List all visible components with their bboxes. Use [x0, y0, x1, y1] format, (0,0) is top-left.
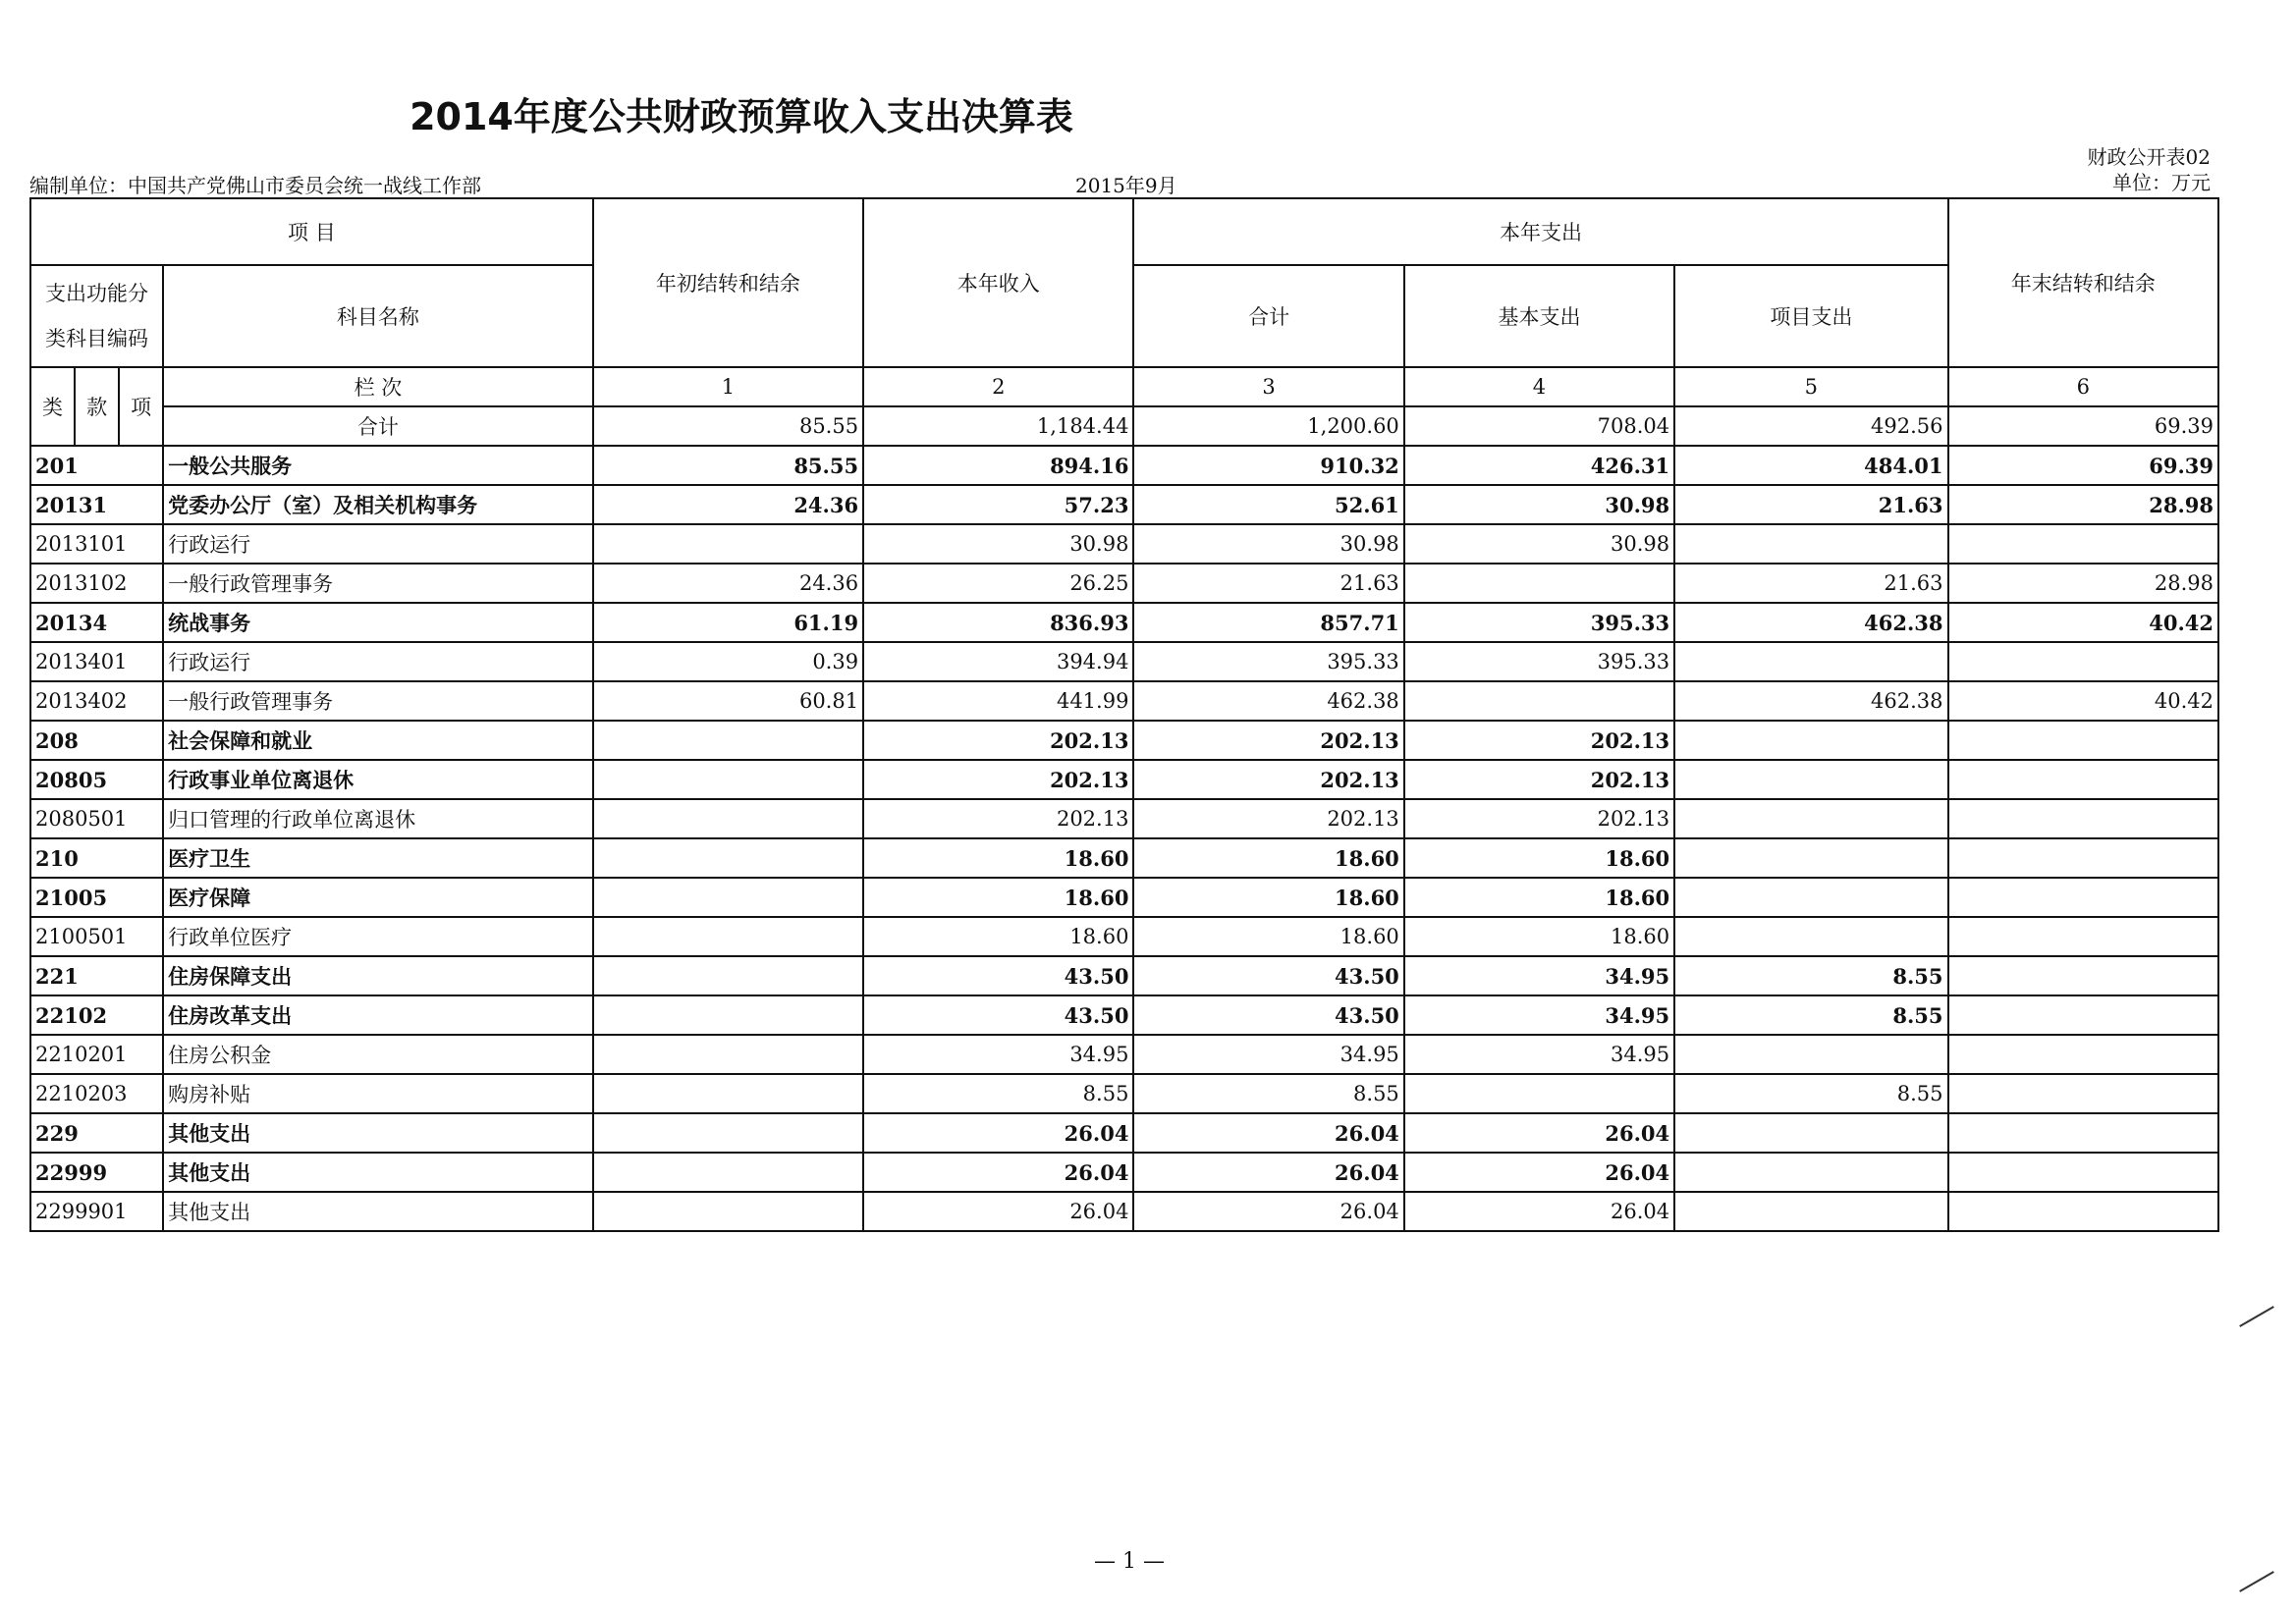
budget-table [29, 197, 2219, 1232]
row-exp-basic: 202.13 [1404, 721, 1674, 760]
row-exp-total: 26.04 [1133, 1192, 1403, 1231]
row-exp-total: 910.32 [1133, 446, 1403, 485]
row-subject-name: 行政运行 [163, 524, 593, 564]
row-code: 2210201 [30, 1035, 163, 1074]
row-opening-balance: 61.19 [593, 603, 863, 642]
row-exp-basic: 34.95 [1404, 956, 1674, 995]
row-closing-balance [1948, 642, 2218, 681]
row-opening-balance [593, 1113, 863, 1153]
row-code: 2013102 [30, 564, 163, 603]
row-exp-project [1674, 1113, 1947, 1153]
total-row [30, 406, 2218, 446]
row-exp-basic: 26.04 [1404, 1153, 1674, 1192]
row-code: 22999 [30, 1153, 163, 1192]
row-code: 2013402 [30, 681, 163, 721]
row-exp-basic: 30.98 [1404, 524, 1674, 564]
row-exp-total: 202.13 [1133, 799, 1403, 838]
row-closing-balance [1948, 878, 2218, 917]
row-subject-name: 住房公积金 [163, 1035, 593, 1074]
row-closing-balance: 40.42 [1948, 681, 2218, 721]
row-closing-balance [1948, 721, 2218, 760]
row-income: 202.13 [863, 760, 1133, 799]
row-exp-project [1674, 642, 1947, 681]
table-row [30, 721, 2218, 760]
row-exp-total: 43.50 [1133, 956, 1403, 995]
row-opening-balance [593, 721, 863, 760]
table-row [30, 1074, 2218, 1113]
row-opening-balance: 24.36 [593, 485, 863, 524]
row-exp-total: 202.13 [1133, 760, 1403, 799]
total-opening-balance: 85.55 [593, 406, 863, 446]
col-number-4: 4 [1404, 367, 1674, 406]
table-row [30, 564, 2218, 603]
row-exp-project [1674, 721, 1947, 760]
table-row [30, 1113, 2218, 1153]
row-code: 2299901 [30, 1192, 163, 1231]
row-exp-total: 21.63 [1133, 564, 1403, 603]
row-closing-balance [1948, 1113, 2218, 1153]
row-exp-project [1674, 524, 1947, 564]
row-exp-basic: 395.33 [1404, 642, 1674, 681]
row-code: 201 [30, 446, 163, 485]
row-exp-basic [1404, 1074, 1674, 1113]
row-exp-project [1674, 760, 1947, 799]
row-code: 2100501 [30, 917, 163, 956]
row-exp-project: 21.63 [1674, 564, 1947, 603]
row-exp-basic: 18.60 [1404, 878, 1674, 917]
column-index-row [30, 367, 2218, 406]
row-income: 43.50 [863, 956, 1133, 995]
row-subject-name: 行政单位医疗 [163, 917, 593, 956]
row-subject-name: 其他支出 [163, 1113, 593, 1153]
row-code: 21005 [30, 878, 163, 917]
row-subject-name: 医疗卫生 [163, 838, 593, 878]
row-opening-balance [593, 995, 863, 1035]
header-exp-project: 项目支出 [1674, 265, 1947, 367]
row-closing-balance [1948, 917, 2218, 956]
header-opening-balance: 年初结转和结余 [593, 198, 863, 367]
row-exp-project: 21.63 [1674, 485, 1947, 524]
row-exp-project: 8.55 [1674, 995, 1947, 1035]
row-exp-basic [1404, 681, 1674, 721]
col-number-1: 1 [593, 367, 863, 406]
table-row [30, 1035, 2218, 1074]
row-exp-basic: 395.33 [1404, 603, 1674, 642]
total-exp-basic: 708.04 [1404, 406, 1674, 446]
currency-unit: 单位：万元 [2112, 171, 2211, 194]
row-exp-total: 18.60 [1133, 878, 1403, 917]
row-subject-name: 党委办公厅（室）及相关机构事务 [163, 485, 593, 524]
row-exp-project [1674, 1192, 1947, 1231]
row-exp-total: 43.50 [1133, 995, 1403, 1035]
table-row [30, 760, 2218, 799]
row-exp-project [1674, 1153, 1947, 1192]
table-row [30, 524, 2218, 564]
total-exp-total: 1,200.60 [1133, 406, 1403, 446]
row-code: 20131 [30, 485, 163, 524]
row-exp-total: 857.71 [1133, 603, 1403, 642]
row-income: 26.04 [863, 1192, 1133, 1231]
row-exp-total: 52.61 [1133, 485, 1403, 524]
row-exp-total: 34.95 [1133, 1035, 1403, 1074]
col-number-5: 5 [1674, 367, 1947, 406]
row-subject-name: 一般公共服务 [163, 446, 593, 485]
row-code: 2013101 [30, 524, 163, 564]
row-income: 34.95 [863, 1035, 1133, 1074]
row-subject-name: 统战事务 [163, 603, 593, 642]
row-closing-balance [1948, 838, 2218, 878]
table-row [30, 1192, 2218, 1231]
row-opening-balance [593, 799, 863, 838]
row-exp-basic: 18.60 [1404, 917, 1674, 956]
row-subject-name: 住房保障支出 [163, 956, 593, 995]
row-exp-basic: 426.31 [1404, 446, 1674, 485]
row-exp-project [1674, 838, 1947, 878]
row-subject-name: 住房改革支出 [163, 995, 593, 1035]
row-exp-basic [1404, 564, 1674, 603]
row-closing-balance: 69.39 [1948, 446, 2218, 485]
row-exp-basic: 26.04 [1404, 1113, 1674, 1153]
row-exp-total: 202.13 [1133, 721, 1403, 760]
row-exp-project: 484.01 [1674, 446, 1947, 485]
row-exp-project [1674, 799, 1947, 838]
header-kuan: 款 [75, 367, 119, 446]
row-income: 202.13 [863, 721, 1133, 760]
row-income: 8.55 [863, 1074, 1133, 1113]
row-subject-name: 医疗保障 [163, 878, 593, 917]
page-title: 2014年度公共财政预算收入支出决算表 [410, 95, 1073, 138]
row-income: 57.23 [863, 485, 1133, 524]
row-opening-balance: 24.36 [593, 564, 863, 603]
header-xiang: 项 [119, 367, 163, 446]
header-exp-total: 合计 [1133, 265, 1403, 367]
row-closing-balance [1948, 956, 2218, 995]
scan-mark [2239, 1306, 2274, 1327]
table-row [30, 485, 2218, 524]
row-opening-balance [593, 1074, 863, 1113]
col-number-6: 6 [1948, 367, 2218, 406]
row-exp-total: 18.60 [1133, 838, 1403, 878]
row-exp-total: 462.38 [1133, 681, 1403, 721]
row-subject-name: 行政运行 [163, 642, 593, 681]
row-opening-balance [593, 1153, 863, 1192]
header-col-index: 栏 次 [163, 367, 593, 406]
row-exp-basic: 18.60 [1404, 838, 1674, 878]
row-exp-basic: 202.13 [1404, 760, 1674, 799]
row-exp-basic: 30.98 [1404, 485, 1674, 524]
row-opening-balance [593, 917, 863, 956]
row-income: 836.93 [863, 603, 1133, 642]
row-code: 20805 [30, 760, 163, 799]
row-income: 18.60 [863, 878, 1133, 917]
row-exp-project: 8.55 [1674, 956, 1947, 995]
table-row [30, 838, 2218, 878]
row-subject-name: 其他支出 [163, 1153, 593, 1192]
scan-mark [2239, 1571, 2274, 1592]
row-income: 26.04 [863, 1153, 1133, 1192]
row-closing-balance [1948, 760, 2218, 799]
header-closing-balance: 年末结转和结余 [1948, 198, 2218, 367]
row-code: 2080501 [30, 799, 163, 838]
row-exp-basic: 26.04 [1404, 1192, 1674, 1231]
row-income: 18.60 [863, 917, 1133, 956]
row-closing-balance [1948, 1074, 2218, 1113]
row-subject-name: 一般行政管理事务 [163, 681, 593, 721]
table-row [30, 446, 2218, 485]
row-exp-total: 30.98 [1133, 524, 1403, 564]
row-code: 2210203 [30, 1074, 163, 1113]
row-closing-balance: 28.98 [1948, 485, 2218, 524]
row-exp-project [1674, 1035, 1947, 1074]
row-opening-balance: 0.39 [593, 642, 863, 681]
row-subject-name: 归口管理的行政单位离退休 [163, 799, 593, 838]
table-row [30, 603, 2218, 642]
row-closing-balance [1948, 524, 2218, 564]
row-income: 26.04 [863, 1113, 1133, 1153]
row-opening-balance [593, 1035, 863, 1074]
row-exp-basic: 34.95 [1404, 995, 1674, 1035]
row-closing-balance [1948, 995, 2218, 1035]
row-closing-balance [1948, 1035, 2218, 1074]
row-opening-balance [593, 956, 863, 995]
header-project: 项 目 [30, 198, 593, 265]
row-closing-balance [1948, 1153, 2218, 1192]
row-income: 18.60 [863, 838, 1133, 878]
row-exp-basic: 202.13 [1404, 799, 1674, 838]
row-code: 208 [30, 721, 163, 760]
table-row [30, 878, 2218, 917]
row-exp-project [1674, 917, 1947, 956]
row-exp-total: 26.04 [1133, 1153, 1403, 1192]
table-row [30, 956, 2218, 995]
table-row [30, 995, 2218, 1035]
table-row [30, 642, 2218, 681]
row-code: 210 [30, 838, 163, 878]
row-code: 229 [30, 1113, 163, 1153]
table-row [30, 799, 2218, 838]
header-lei: 类 [30, 367, 75, 446]
row-opening-balance: 60.81 [593, 681, 863, 721]
row-income: 894.16 [863, 446, 1133, 485]
row-subject-name: 其他支出 [163, 1192, 593, 1231]
row-income: 26.25 [863, 564, 1133, 603]
row-closing-balance: 28.98 [1948, 564, 2218, 603]
page-number: — 1 — [1094, 1549, 1165, 1574]
header-expenditure: 本年支出 [1133, 198, 1947, 265]
row-opening-balance: 85.55 [593, 446, 863, 485]
table-row [30, 1153, 2218, 1192]
row-opening-balance [593, 838, 863, 878]
row-exp-total: 26.04 [1133, 1113, 1403, 1153]
row-opening-balance [593, 524, 863, 564]
header-income: 本年收入 [863, 198, 1133, 367]
row-subject-name: 社会保障和就业 [163, 721, 593, 760]
row-opening-balance [593, 1192, 863, 1231]
row-income: 441.99 [863, 681, 1133, 721]
row-exp-project: 462.38 [1674, 603, 1947, 642]
row-exp-total: 8.55 [1133, 1074, 1403, 1113]
row-subject-name: 购房补贴 [163, 1074, 593, 1113]
row-income: 30.98 [863, 524, 1133, 564]
table-row [30, 917, 2218, 956]
form-number: 财政公开表02 [2087, 145, 2211, 169]
total-income: 1,184.44 [863, 406, 1133, 446]
col-number-3: 3 [1133, 367, 1403, 406]
compiling-unit: 编制单位：中国共产党佛山市委员会统一战线工作部 [29, 174, 481, 197]
header-exp-basic: 基本支出 [1404, 265, 1674, 367]
report-date: 2015年9月 [1075, 174, 1177, 197]
row-income: 43.50 [863, 995, 1133, 1035]
header-subject-name: 科目名称 [163, 265, 593, 367]
row-subject-name: 一般行政管理事务 [163, 564, 593, 603]
total-exp-project: 492.56 [1674, 406, 1947, 446]
row-exp-project: 8.55 [1674, 1074, 1947, 1113]
row-code: 20134 [30, 603, 163, 642]
total-label: 合计 [163, 406, 593, 446]
row-income: 394.94 [863, 642, 1133, 681]
row-exp-project: 462.38 [1674, 681, 1947, 721]
row-exp-project [1674, 878, 1947, 917]
row-code: 2013401 [30, 642, 163, 681]
row-exp-total: 18.60 [1133, 917, 1403, 956]
total-closing-balance: 69.39 [1948, 406, 2218, 446]
header-func-code: 支出功能分类科目编码 [30, 265, 163, 367]
row-opening-balance [593, 878, 863, 917]
row-closing-balance: 40.42 [1948, 603, 2218, 642]
col-number-2: 2 [863, 367, 1133, 406]
header-row-1 [30, 198, 2218, 265]
row-closing-balance [1948, 1192, 2218, 1231]
row-opening-balance [593, 760, 863, 799]
row-exp-basic: 34.95 [1404, 1035, 1674, 1074]
row-closing-balance [1948, 799, 2218, 838]
row-code: 22102 [30, 995, 163, 1035]
row-income: 202.13 [863, 799, 1133, 838]
row-code: 221 [30, 956, 163, 995]
row-exp-total: 395.33 [1133, 642, 1403, 681]
table-row [30, 681, 2218, 721]
row-subject-name: 行政事业单位离退休 [163, 760, 593, 799]
